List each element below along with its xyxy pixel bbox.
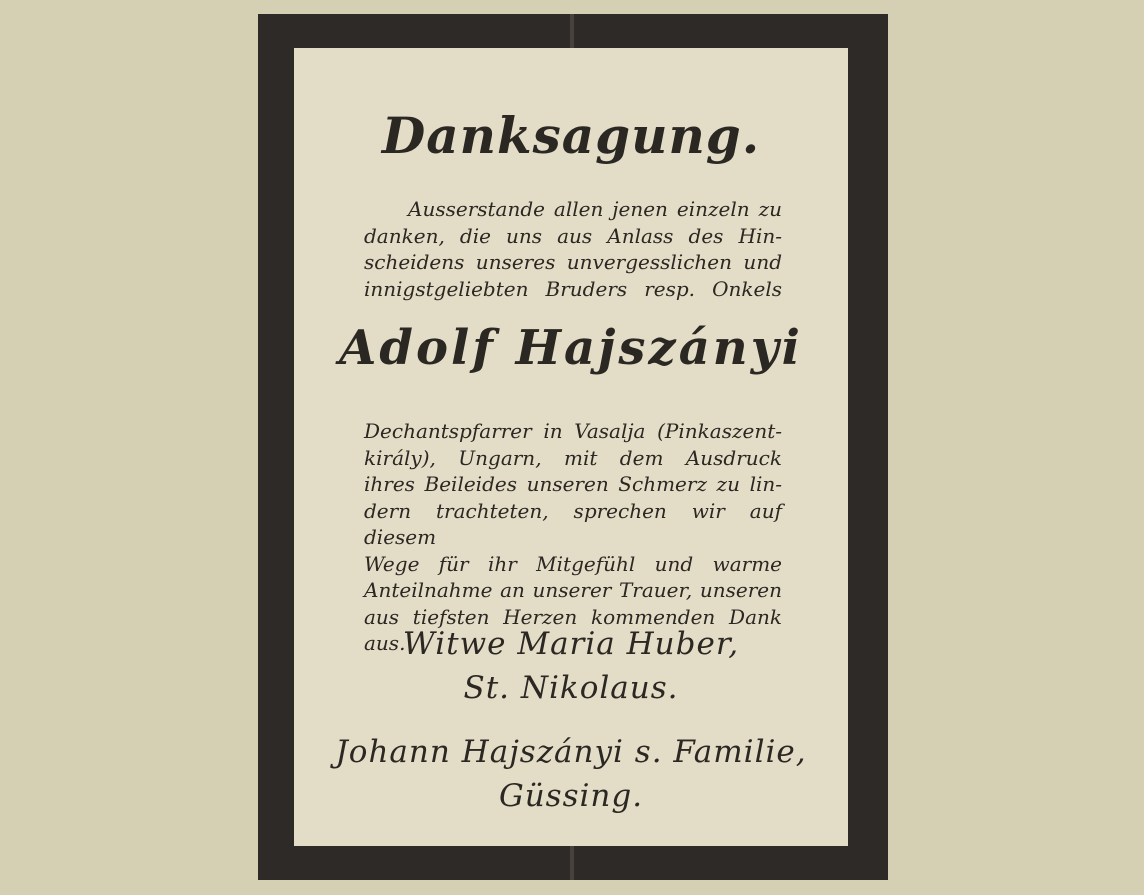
body-line: Dechantspfarrer in Vasalja (Pinkaszent- [364, 419, 782, 443]
signatory-place: Güssing. [498, 778, 644, 814]
body-line: dern trachteten, sprechen wir auf diesem [364, 498, 782, 549]
mourning-border-bottom [258, 846, 888, 880]
intro-line: scheidens unseres unvergesslichen und [364, 250, 782, 274]
body-line: ihres Beileides unseren Schmerz zu lin- [364, 472, 782, 496]
signatory-name: Johann Hajszányi s. Familie, [335, 734, 807, 770]
notice-title: Danksagung. [381, 106, 761, 165]
newspaper-clipping [258, 14, 888, 880]
signatory-name: Witwe Maria Huber, [402, 626, 740, 662]
body-line: Anteilnahme an unserer Trauer, unseren [364, 578, 782, 602]
mourning-border-top [258, 14, 888, 48]
intro-line: innigstgeliebten Bruders resp. Onkels [364, 276, 782, 301]
body-line: király), Ungarn, mit dem Ausdruck [364, 445, 782, 470]
body-line: Wege für ihr Mitgefühl und warme [364, 551, 782, 576]
deceased-name: Adolf Hajszányi [339, 320, 803, 376]
body-line: aus tiefsten Herzen kommenden Dank aus. [364, 604, 782, 655]
intro-line: danken, die uns aus Anlass des Hin- [364, 223, 782, 248]
mourning-border-right [848, 48, 888, 846]
mourning-border-left [258, 48, 294, 846]
body-paragraph [364, 418, 782, 657]
intro-line: Ausserstande allen jenen einzeln zu [408, 197, 782, 221]
intro-paragraph [364, 196, 782, 302]
signatory-place: St. Nikolaus. [463, 670, 679, 706]
notice-content [294, 48, 848, 846]
